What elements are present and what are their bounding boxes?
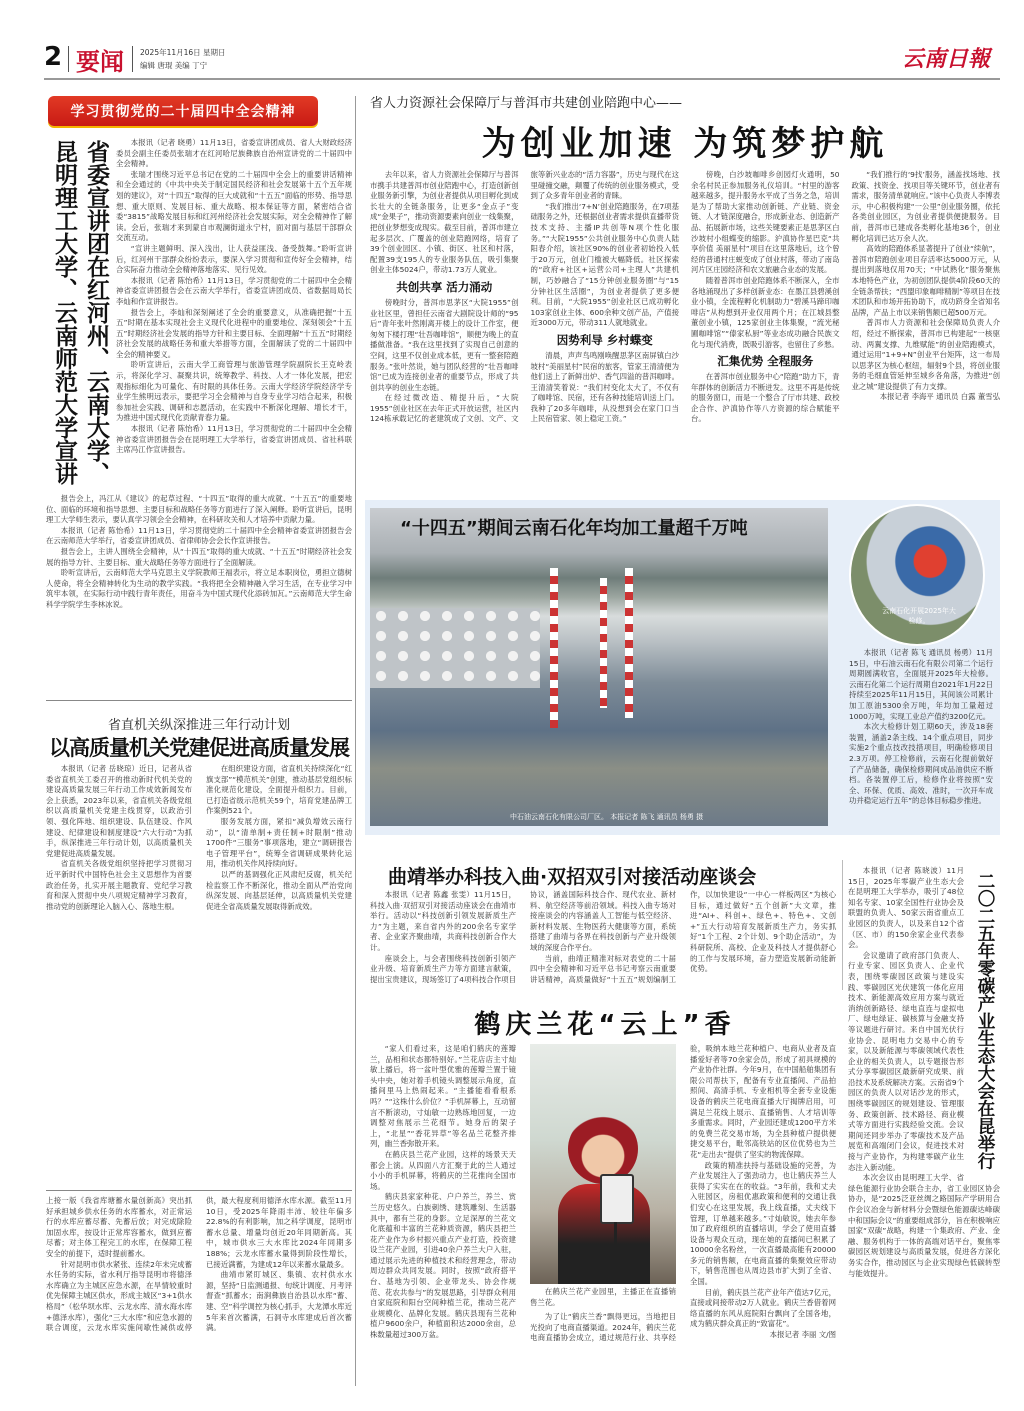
- article-kicker: 省直机关纵深推进三年行动计划: [107, 718, 290, 733]
- article-separator: [46, 1190, 352, 1191]
- article-body-continued: 报告会上，冯江从《建议》的起草过程、“十四五”取得的重大成就、“十五五”的重要地位、面临的环境和指导思想、主要目标和战略任务等方面进行了深入阐释。聆听宣讲后，昆明理工大学师生表示，要认真学习领会全会精神，在科研攻关和人才培养中贡献力量。 本报讯（记者 陈怡希）11月13日，学习贯彻党的二十届四中全会精神省委宣讲团报告会在云南师范大学举行，省委宣讲团成员、省律师协会会长作宣讲报告。 报告会上，主讲人围绕全会精神，从“十四五”取得的重大成就、“十五五”时期经济社会发展的指导方针、主要目标、重大战略任务等方面进行了全面解读。 聆听宣讲后，云南师范大学马克思主义学院教师王福表示，将立足本职岗位，勇担立德树人使命，将全会精神转化为生动的教学实践。“我将把全会精神融入学习生活，在专业学习中筑牢本领，在实际行动中践行青年责任，用奋斗为中国式现代化添砖加瓦。”云南师范大学生命科学学院学生李林冰说。: [46, 494, 352, 609]
- issue-date: 2025年11月16日 星期日: [140, 48, 226, 57]
- storage-tanks: [370, 608, 540, 688]
- article-kicker: 省人力资源社会保障厅与普洱市共建创业陪跑中心——: [370, 96, 683, 111]
- chimney: [550, 568, 558, 728]
- phone-on-tripod: [600, 1174, 634, 1224]
- article-headline: 为创业加速 为筑梦护航: [481, 124, 889, 164]
- livestream-photo: [530, 1044, 676, 1284]
- article-headline: 曲靖举办科技入曲·双招双引对接活动座谈会: [388, 866, 757, 888]
- topic-banner-label: 学习贯彻党的二十届四中全会精神: [70, 104, 296, 120]
- photo-article-body: 本报讯（记者 陈飞 通讯员 杨勇）11月15日，中石油云南石化有限公司第二个运行周期圆满收官，全面展开2025年大检修。云南石化第二个运行周期自2021年1月22日持续至2025年11月15日，其间该公司累计加工原油5300余万吨，年均加工量超过1000万吨，实现工业总产值约3200亿元。 本次大检修计划工期60天，涉及18套装置，涵盖2条主线、14个重点项目，同步实施2个重点技改技措项目，明确检修项目2.3万项。停工检修前，云南石化提前做好了产品储备，确保检修期间成品油供应不断档。各装置停工后，检修作业将按照“安全、环保、优质、高效、准时，一次开车成功并稳定运行五年”的总体目标稳步推进。: [849, 648, 993, 806]
- column-divider: [842, 860, 843, 990]
- byline: 本报记者 李丽 文/图: [769, 1330, 836, 1340]
- article-body: 本报讯（记者 晓勇）11月13日，省委宣讲团成员、省人大财政经济委员会副主任委员张瑞才在红河哈尼族彝族自治州宣讲党的二十届四中全会精神。 张瑞才围绕习近平总书记在党的二十届四中全会上的重要讲话精神和全会通过的《中共中央关于制定国民经济和社会发展第十五个五年规划的建议》，对“十四五”取得的巨大成就和“十五五”面临的形势、指导思想、重大原则、发展目标、重大战略、根本保证等方面，紧密结合省委“3815”战略发展目标和红河州经济社会发展实际，对全会精神作了解读。会后，张瑞才来到蒙自市观澜街道永宁村，面对面与基层干部群众交流互动。 “宣讲主题鲜明、深入浅出，让人获益匪浅、备受鼓舞。”聆听宣讲后，红河州干部群众纷纷表示，要深入学习贯彻和宣传好全会精神，结合实际奋力推动全会精神落地落实、见行见效。 本报讯（记者 陈怡希）11月13日，学习贯彻党的二十届四中全会精神省委宣讲团报告会在云南大学举行，省委宣讲团成员、省数据局局长李灿和作宣讲报告。 报告会上，李灿和深刻阐述了全会的重要意义，从准确把握“十五五”时期在基本实现社会主义现代化进程中的重要地位、深刻领会“十五五”时期经济社会发展的指导方针和主要目标、全面理解“十五五”时期经济社会发展的战略任务和重大举措等方面，全面解读了党的二十届四中全会的精神要义。 聆听宣讲后，云南大学工商管理与旅游管理学院副院长王克岭表示，将深化学习、凝聚共识，统筹教学、科技、人才一体化发展，把宏观指标细化为可量化、有时限的具体任务。云南大学经济学院经济学专业学生熊明远表示，要把学习全会精神与自身专业学习结合起来，积极参加社会实践、调研和志愿活动，在实践中不断深化理解、增长才干，为推进中国式现代化贡献青春力量。 本报讯（记者 陈怡希）11月13日，学习贯彻党的二十届四中全会精神省委宣讲团报告会在昆明理工大学举行，省委宣讲团成员、省社科联主席冯江作宣讲报告。: [116, 138, 352, 455]
- column-divider: [355, 96, 356, 1386]
- article-headline: 省委宣讲团在红河州、云南大学、昆明理工大学、云南师范大学宣讲: [51, 140, 109, 485]
- article-body: 上接一版《我省库塘蓄水量创新高》突出抓好承担城乡供水任务的水库蓄水，对正常运行的水库应蓄尽蓄、先蓄后放；对完成除险加固水库，按设计正常库容蓄水，做到应蓄尽蓄；对主体工程完工的水库，在保障工程安全的前提下，适时提前蓄水。 针对昆明市供水紧张、连续2年未完成蓄水任务的实际，省水利厅指导昆明市将德泽水库确立为主城区应急水源，在旱情较重时优先保障主城区供水，形成主城区“3+1供水格局”（松华坝水库、云龙水库、清水海水库+德泽水库），强化“三大水库”和应急水源的联合调度，云龙水库实施间歇性减供或停供，最大程度利用德泽水库水源。截至11月10日，受2025年降雨丰沛、较往年偏多22.8%的有利影响，加之科学调度，昆明市蓄水总量、增量均创近20年同期新高。其中，城市供水三大水库比2024年同期多188%；云龙水库蓄水量得到阶段性增长，已接近满蓄，为建成12年以来蓄水量最多。 曲靖市紧盯城区、集镇、农村供水水源，坚持“日监测通报、旬统计调度、月考评督查”抓蓄水；南涧彝族自治县以水库“蓄、建、空”科学调控为核心抓手，大龙潭水库近5年来首次蓄满，石洞寺水库建成后首次蓄满。: [46, 1196, 352, 1333]
- divider: [132, 46, 133, 72]
- article-body: 本报讯（记者 陈鑫 张雯）11月15日，科技入曲·双招双引对接活动座谈会在曲靖市举行。活动以“科技创新引领发展新质生产力”为主题，来自省内外的200余名专家学者、企业家齐聚曲靖，共商科技创新合作大计。 座谈会上，与会者围绕科技创新引领产业升级、培育新质生产力等方面建言献策，提出宝贵建议，现场签订了4项科技合作项目协议，涵盖国际科技合作、现代农业、新材料、航空经济等前沿领域。科技入曲专场对接座谈会的内容涵盖人工智能与低空经济、新材料发展、生物医药大健康等方面，系统搭建了曲靖与各界在科技创新与产业升级领域的深度合作平台。 当前，曲靖正精准对标对表党的二十届四中全会精神和习近平总书记考察云南重要讲话精神，高质量做好“十五五”规划编制工作，以加快建设“一中心一样板两区”为核心目标，通过做好“五个创新”大文章，推进“AI+、科创+、绿色+、特色+、文创+”五大行动培育发展新质生产力，务实抓好“1个工程、2个计划、9个助企活动”，为科研院所、高校、企业及科技人才提供舒心的工作与发展环境，奋力塑造发展新动能新优势。: [370, 890, 836, 984]
- divider: [68, 46, 69, 72]
- zero-carbon-article: 二〇二五年零碳产业生态大会在昆举行 本报讯（记者 陈晓波）11月15日，2025年零碳产业生态大会在昆明理工大学举办，吸引了48位知名专家、10家全国性行业协会及联盟的负责人、50家云南省重点工业园区的负责人，以及来自12个省（区、市）的150余家企业代表参会。 会议邀请了政府部门负责人、行业专家、园区负责人、企业代表，围绕零碳园区政策与建设实践、零碳园区光伏建筑一体化应用技术、新能源高效应用方案与就近消纳创新路径、绿电直连与虚拟电厂、绿电绿证、碳核算与金融支持等议题进行研讨。来自中国光伏行业协会、昆明电力交易中心的专家，以及新能源与零碳领域代表性企业的相关负责人，以专题报告形式分享零碳园区最新研究成果、前沿技术及系统解决方案。云南省9个园区的负责人以对话沙龙的形式，围绕零碳园区的规划建设、管理服务、政策创新、技术路径、商业模式等方面进行实践经验交流。会议期间还同步举办了零碳技术及产品展览和高端闭门会议，促进技术对接与产业协作，为构建零碳产业生态注入新动能。 本次会议由昆明理工大学、省绿色能源行业协会联合主办，省工业园区协会协办，是“2025泛亚丝绸之路国际产学研用合作会议冶金与新材料分会暨绿色能源碳达峰碳中和国际会议”的重要组成部分，旨在积极响应国家“双碳”战略，构建一个集政府、产业、金融、服务机构于一体的高端对话平台，聚焦零碳园区规划建设与高质量发展，促进各方深化务实合作，推动园区与企业实现绿色低碳转型与能效提升。: [848, 866, 1000, 1278]
- article-separator: [46, 700, 352, 701]
- photo-headline: “十四五”期间云南石化年均加工量超千万吨: [400, 518, 748, 539]
- inset-photo: [849, 504, 985, 646]
- masthead: [44, 40, 1000, 78]
- chimney: [600, 578, 607, 708]
- refinery-photo: [370, 508, 828, 826]
- subheading: 共创共享 活力涌动: [396, 279, 493, 294]
- inset-caption: 云南石化开展2025年大检修。: [882, 607, 956, 625]
- section-title: 要闻: [76, 48, 124, 76]
- livestream-figure: [530, 1044, 676, 1308]
- photo-caption: 在鹤庆兰花产业园里，主播正在直播销售兰花。: [530, 1287, 676, 1307]
- tripod: [614, 1222, 617, 1284]
- subheading: 汇集优势 全程服务: [717, 354, 814, 369]
- page-number: 2: [44, 42, 63, 72]
- editors: 编辑 唐琨 美编 丁宁: [140, 61, 208, 70]
- article-body: 去年以来，省人力资源社会保障厅与普洱市携手共建普洱市创业陪跑中心，打造创新创业服务新引擎，为创业者提供从项目孵化到成长壮大的全链条服务，让更多“金点子”变成“金果子”，推动资源要素向创业一线集聚，把创业梦想变成现实。截至目前，普洱市建立起多层次、广覆盖的创业陪跑网络，培育了39个创业园区、小镇、街区、社区和村落，配置39支195人的专业服务队伍，吸引集聚创业主体5024户，带动1.73万人就业。 共创共享 活力涌动 傍晚时分，普洱市思茅区“大院1955”创业社区里，曾担任云南省大剧院设计师的“95后”青年张叶然刚离开楼上的设计工作室，便匆匆下楼打理“壮吾咖啡馆”，顺便为晚上的直播做准备。“我在这里找到了实现自己创意的空间，这里不仅创业成本低，更有一整套陪跑服务。”张叶然说，她与团队经营的“壮吾咖啡馆”已成为连接创业者的重要节点，形成了共创共享的创业生态链。 在经过微改造、精提升后，“大院1955”创业社区在去年正式开放运营，社区内124栋承载记忆的老建筑成了文创、文产、文旅等新兴业态的“活力容器”，历史与现代在这里碰撞交融，颠覆了传统的创业服务模式，受到了众多青年创业者的青睐。 “我们推出‘7+N’创业陪跑服务，在7项基础服务之外，还根据创业者需求提供直播带货技术支持、主播IP共创等N项个性化服务。”“大院1955”公共创业服务中心负责人陆阳春介绍，该社区90%的创业者初始投入低于20万元，创业门槛被大幅降低。社区探索的“政府+社区+运营公司+主理人”共建机制，巧妙融合了“15分钟创业服务圈”与“15分钟社区生活圈”，为创业者提供了更多便利。目前，“大院1955”创业社区已成功孵化103家创业主体、600余种文创产品，产值接近3000万元，带动311人就地就业。 因势利导 乡村蝶变 清晨，声声鸟鸣刚唤醒思茅区南屏镇白沙坡村“美丽星村”民宿的旅客，管家王清清便为他们送上了新鲜出炉、香气四溢的普洱咖啡。王清清笑着说：“我们村变化太大了，不仅有了咖啡馆、民宿，还有各种技能培训送上门。我种了20多年咖啡，从没想到会在家门口当上民宿管家、领上稳定工资。” 傍晚，白沙坡咖啡乡创园灯火通明，50余名村民正参加服务礼仪培训。“村里的游客越来越多，提升服务水平成了当务之急，培训是为了帮助大家推动创新链、产业链、资金链、人才链深度融合，形成新业态、创造新产品、拓展新市场，这些关键要素正是思茅区白沙坡村小组蝶变的缩影。沪滇协作星巴克“共享价值 美丽星村”项目在这里落地后，这个曾经的普通村庄蜕变成了创业村落，带动了南岛河片区庄园经济和农文旅融合业态的发展。 随着普洱市创业陪跑体系不断深入，全市各地涌现出了多样创新业态：在墨江县碧溪创业小镇，全流程孵化机制助力“碧溪马蹄印咖啡店”从构想到开业仅用两个月；在江城县整董创业小镇，125家创业主体集聚，“流光秘圃咖啡馆”“傣家私厨”等业态成功融合民族文化与现代消费，既吸引游客，也留住了乡愁。 汇集优势 全程服务 在普洱市创业服务中心“陪跑”助力下，青年群体的创新活力不断迸发。这里不再是传统的服务窗口，而是一个整合了厅市共建、政校企合作、沪滇协作等八方资源的综合赋能平台。 “我们推行的‘9找’服务，涵盖找场地、找政策、找资金、找项目等关键环节，创业者有需求，服务清单就响应。”该中心负责人李博表示，中心积极构建“一公里”创业服务圈，依托各类创业园区，为创业者提供便捷服务。目前，普洱市已建成各类孵化基地36个，创业孵化培训已达万余人次。 高效的陪跑体系显著提升了创业“续航”，普洱市陪跑创业项目存活率达5000万元，从提出到落地仅用70天；“中试熟化”服务聚焦本地特色产业，为初创团队提供4阶段60天的全链条帮扶；“西盟印象咖啡精制”等项目在技术团队和市场开拓协助下，成功跻身全省知名品牌，产品上市以来销售额已超500万元。 普洱市人力资源和社会保障局负责人介绍，经过不断探索，普洱市已构建起“一核驱动、两翼支撑、九维赋能”的创业陪跑模式，通过运用“1+9+N”创业平台矩阵，这一布局以思茅区为核心枢纽，辐射9个县，将创业服务的毛细血管延伸至城乡各角落，为推进“创业之城”建设提供了有力支撑。 本报记者 李海平 通讯员 白露 董雪弘: [370, 170, 1000, 424]
- article-body: 本报讯（记者 岳晓琼）近日，记者从省委省直机关工委召开的推动新时代机关党的建设高质量发展三年行动工作成效新闻发布会上获悉，2023年以来，省直机关各级党组织以高质量机关党建主线贯穿，以政治引领、强化阵地、组织建设、队伍建设、作风建设、纪律建设和制度建设“六大行动”为抓手，纵深推进三年行动计划，以高质量机关党建促进高质量发展。 省直机关各级党组织坚持把学习贯彻习近平新时代中国特色社会主义思想作为首要政治任务，扎实开展主题教育、党纪学习教育和深入贯彻中央八项规定精神学习教育，推动党的创新理论入脑入心、落地生根。 在组织建设方面，省直机关持续深化“红旗支部”“模范机关”创建，推动基层党组织标准化规范化建设，全面提升组织力。目前，已打造省级示范机关59个，培育党建品牌工作案例521个。 服务发展方面，紧扣“减负增效云南行动”，以“清单制+责任制+时限制”推动1700件“三服务”事项落地，建立“调研报告电子管理平台”，统筹全省调研成果转化运用，推动机关作风持续向好。 以严的基调强化正风肃纪反腐，机关纪检监察工作不断深化，推动全面从严治党向纵深发展、向基层延伸，以高质量机关党建促进全省高质量发展取得新成效。: [46, 764, 352, 911]
- subheading: 因势利导 乡村蝶变: [556, 332, 653, 347]
- article-headline: 以高质量机关党建促进高质量发展: [49, 736, 349, 760]
- photo-caption: 中石油云南石化有限公司厂区。 本报记者 陈飞 通讯员 杨勇 摄: [510, 813, 704, 821]
- newspaper-logo: 云南日報: [901, 46, 990, 72]
- article-body: “家人们看过来，这是咱们鹤庆的莲瓣兰，品相和状态都特别好。”兰花店店主寸灿敏上播后，将一盆叶型优雅的莲瓣兰置于镜头中央，她对着手机镜头调整展示角度，直播间里马上热闹起来。“主播能看看根系吗？”“这株什么价位？”手机屏幕上，互动留言不断滚动，寸灿敏一边熟练地回复，一边调整对焦展示兰花细节。她身后的架子上，“北星”“香花异草”等名品兰花整齐排列，幽兰香弥散开来。 在鹤庆县兰花产业园，这样的场景天天都会上演。从四面八方汇聚于此的兰人通过小小的手机屏幕，将鹤庆的兰花推向全国市场。 鹤庆县家家种花、户户养兰，养兰、赏兰历史悠久。白族刺绣、建筑雕刻、生活器具中，都有兰花的身影。立足深厚的兰花文化底蕴和丰富的兰花种质资源，鹤庆县把兰花产业作为乡村振兴重点产业打造，投资建设兰花产业园，引进40余户养兰大户入驻，通过展示先进的种植技术和经营理念，带动周边群众共同发展。同时，按照“政府搭平台、基地为引领、企业带龙头、协会作规范、花农共参与”的发展思路，引导群众利用自家庭院和阳台空间种植兰花，推动兰花产业规模化、品牌化发展。鹤庆县现有兰花种植户9600余户，种植面积达2000余亩，总株数量超过300万盆。 在鹤庆兰花产业园里，主播正在直播销售兰花。 为了让“鹤庆兰香”飘得更远，当地把目光投向了电商直播渠道。2024年，鹤庆兰花电商直播协会成立，通过规范行业、共享经验，吸纳本地兰花种植户、电商从业者及直播爱好者等70余家会员，形成了初具规模的产业协作社群。今年9月，在中国船舶集团有限公司帮扶下，配备有专业直播间、产品拍照间、高清手机、专业相机等全套专业设施设备的鹤庆兰花电商直播大厅揭牌启用，可满足兰花线上展示、直播销售、人才培训等多重需求。同时，产业园还建成1200平方米的免费兰花交易市场，为全县种植户提供便捷交易平台，毗邻高铁站的区位优势也为兰花“走出去”提供了坚实的物流保障。 政策的精准扶持与基础设施的完善，为产业发展注入了强劲动力，也让鹤庆养兰人获得了实实在在的收益。“3年前，我和丈夫入驻园区，房租优惠政策和便利的交通让我们安心在这里发展，我上线直播，丈夫线下管理，订单越来越多。”寸灿敏说，她去年参加了政府组织的直播培训，学会了使用直播设备与观众互动，现在她的直播间已积累了10000余名粉丝，一次直播最高能有20000多元的销售额，在电商直播的集聚效应带动下，销售范围也从周边县市扩大到了全省、全国。 目前，鹤庆县兰花产业年产值达7亿元，直接或间接带动2万人就业。鹤庆兰香借着网络直播的东风从庭院阳台飘向了全国各地，成为鹤庆群众真正的“致富花”。 本报记者 李丽 文/图: [370, 1044, 836, 1343]
- chimney: [625, 568, 633, 718]
- masthead-rule: [44, 78, 1000, 80]
- photo-feature: [365, 500, 1000, 835]
- article-headline: 鹤庆兰花“云上”香: [474, 1010, 736, 1040]
- article-headline: 二〇二五年零碳产业生态大会在昆举行: [975, 872, 995, 1170]
- topic-banner: [48, 96, 318, 126]
